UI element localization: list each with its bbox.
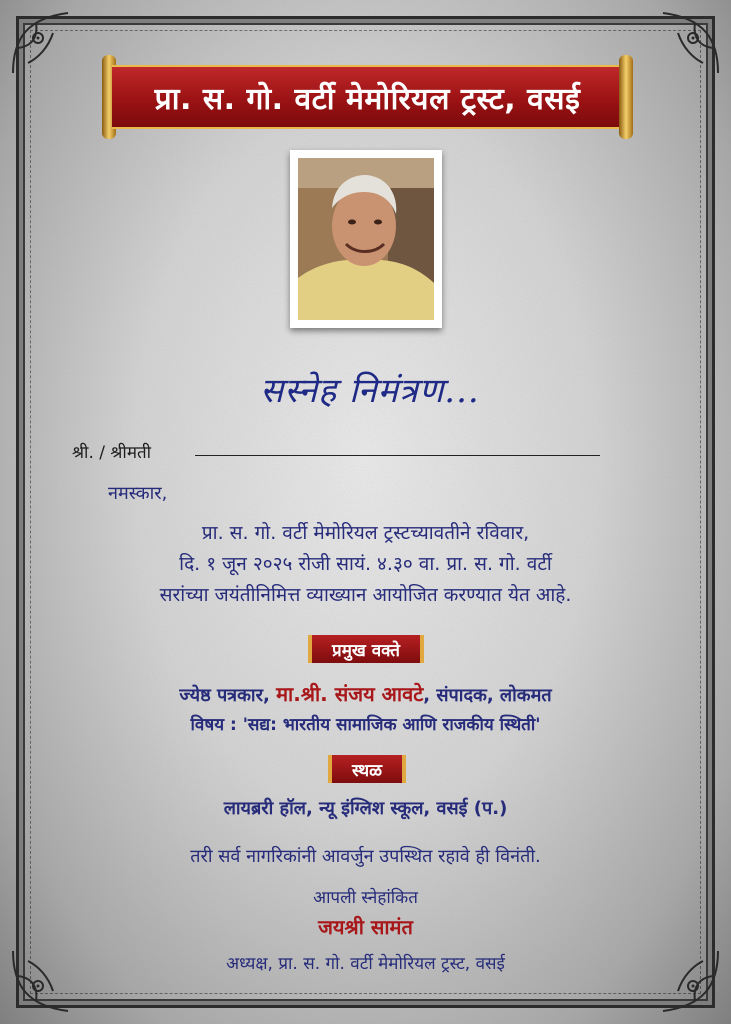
body-line: प्रा. स. गो. वर्टी मेमोरियल ट्रस्टच्यावतीने रविवार, [201,522,530,544]
attendance-request: तरी सर्व नागरिकांनी आवर्जुन उपस्थित रहावे ही विनंती. [190,846,541,867]
venue-tag [313,752,421,786]
venue-address: लायब्ररी हॉल, न्यू इंग्लिश स्कूल, वसई (प.) [223,798,508,819]
portrait-photo [290,150,442,328]
corner-ornament-icon [653,8,723,78]
speaker-prefix: ज्येष्ठ पत्रकार, [179,685,270,706]
greeting: नमस्कार, [108,483,168,504]
invitation-calligraphy [250,360,490,424]
signer-designation: अध्यक्ष, प्रा. स. गो. वर्टी मेमोरियल ट्रस्ट, वसई [226,954,505,974]
portrait-image [298,158,434,320]
signature-closing: आपली स्नेहांकित [313,888,418,908]
salutation: श्री. / श्रीमती [72,443,152,463]
speaker-tag [282,632,450,666]
title-scroll [112,65,623,129]
venue-tag-label: स्थळ [328,755,406,783]
speech-subject: विषय : 'सद्य: भारतीय सामाजिक आणि राजकीय स्थिती' [190,715,541,735]
speaker-tag-label: प्रमुख वक्ते [308,635,424,663]
body-line: सरांच्या जयंतीनिमित्त व्याख्यान आयोजित करण्यात येत आहे. [159,584,572,606]
invitation-body [0,518,731,611]
speaker-suffix: , संपादक, लोकमत [423,685,552,706]
title-banner [100,55,635,139]
corner-ornament-icon [8,8,78,78]
signer-name: जयश्री सामंत [318,915,413,939]
scroll-rod-right [619,55,633,139]
name-blank-line [195,455,600,456]
trust-title: प्रा. स. गो. वर्टी मेमोरियल ट्रस्ट, वसई [154,81,581,117]
body-line: दि. १ जून २०२५ रोजी सायं. ४.३० वा. प्रा. स. गो. वर्टी [179,553,552,575]
speaker-line [0,680,731,707]
calligraphy-title: सस्नेह निमंत्रण... [260,371,480,411]
speaker-name: मा.श्री. संजय आवटे [276,682,424,706]
